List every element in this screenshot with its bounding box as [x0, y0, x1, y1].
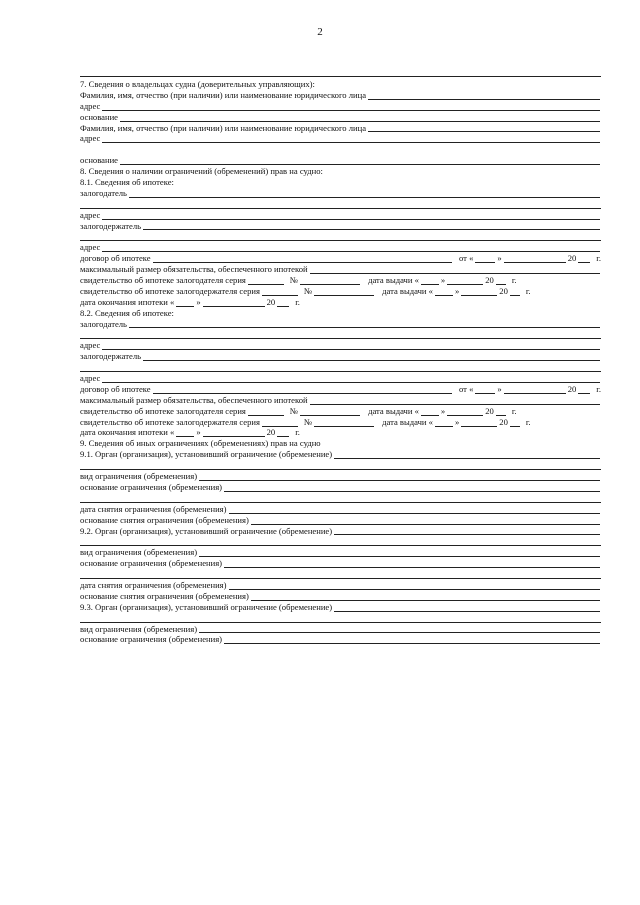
mortgage-2-cert-pledger-label: свидетельство об ипотеке залогодателя серия [80, 405, 246, 416]
mortgage-1-cert-pledgee-month-field[interactable] [461, 287, 497, 296]
mortgage-1-pledgee-address-label: адрес [80, 242, 101, 253]
mortgage-1-cert-pledger-number-field[interactable] [300, 276, 360, 285]
encumbrance-1-type-field[interactable] [199, 472, 600, 481]
mortgage-2-end-day-field[interactable] [176, 428, 194, 437]
mortgage-1-pledger-field[interactable] [129, 189, 600, 198]
mortgage-1-cert-pledgee-number-field[interactable] [314, 287, 374, 296]
mortgage-2-contract-month-field[interactable] [504, 385, 566, 394]
quote-close: » [497, 383, 502, 394]
owner-2-address-field[interactable] [102, 134, 600, 143]
mortgage-1-cert-pledger-label: свидетельство об ипотеке залогодателя серия [80, 275, 246, 286]
owner-2-basis-field[interactable] [120, 156, 600, 165]
issue-date-label: дата выдачи « [368, 405, 419, 416]
encumbrance-1-basis-field[interactable] [224, 483, 600, 492]
owner-2-label: Фамилия, имя, отчество (при наличии) или наименование юридического лица [80, 122, 367, 133]
encumbrance-1-removal-date-field[interactable] [229, 505, 601, 514]
mortgage-2-pledgee-address-label: адрес [80, 373, 101, 384]
encumbrance-1-authority-label: 9.1. Орган (организация), установивший ограничение (обременение) [80, 449, 333, 460]
encumbrance-3-authority-field[interactable] [334, 603, 600, 612]
year-prefix: 20 [485, 275, 494, 286]
mortgage-2-cert-pledgee-number-field[interactable] [314, 418, 374, 427]
encumbrance-3-basis-field[interactable] [224, 635, 600, 644]
owner-1-address-label: адрес [80, 100, 101, 111]
number-sign: № [289, 275, 299, 286]
quote-close: » [440, 275, 446, 286]
year-suffix: г. [295, 296, 300, 307]
quote-close: » [440, 405, 446, 416]
mortgage-2-cert-pledger-month-field[interactable] [447, 407, 483, 416]
mortgage-2-cert-pledger-series-field[interactable] [248, 407, 284, 416]
owner-2-basis-label: основание [80, 155, 118, 166]
mortgage-2-cert-pledger-number-field[interactable] [300, 407, 360, 416]
registry-form [80, 79, 601, 645]
mortgage-2-contract-label: договор об ипотеке [80, 383, 151, 394]
year-suffix: г. [596, 253, 601, 264]
mortgage-1-pledgee-field-cont[interactable] [80, 232, 601, 241]
encumbrance-3-basis-label: основание ограничения (обременения) [80, 634, 223, 645]
issue-date-label: дата выдачи « [368, 275, 419, 286]
year-suffix: г. [596, 383, 601, 394]
year-prefix: 20 [266, 427, 276, 438]
mortgage-2-end-month-field[interactable] [203, 428, 265, 437]
mortgage-1-cert-pledgee-year-field[interactable] [510, 287, 520, 296]
encumbrance-2-basis-field[interactable] [224, 559, 600, 568]
mortgage-1-contract-year-field[interactable] [578, 254, 590, 263]
encumbrance-2-removal-basis-field[interactable] [251, 592, 600, 601]
encumbrance-1-type-label: вид ограничения (обременения) [80, 471, 198, 482]
mortgage-2-pledgee-field[interactable] [143, 352, 600, 361]
encumbrance-3-type-field[interactable] [199, 624, 600, 633]
encumbrance-1-basis-label: основание ограничения (обременения) [80, 481, 223, 492]
encumbrance-1-removal-date-label: дата снятия ограничения (обременения) [80, 503, 227, 514]
encumbrance-2-basis-field-cont[interactable] [80, 570, 601, 579]
top-rule [80, 76, 601, 77]
mortgage-1-cert-pledger-year-field[interactable] [496, 276, 506, 285]
mortgage-2-pledger-address-field[interactable] [102, 341, 600, 350]
mortgage-1-pledger-label: залогодатель [80, 187, 127, 198]
mortgage-1-cert-pledgee-day-field[interactable] [435, 287, 453, 296]
section-7-title: 7. Сведения о владельцах судна (доверительных управляющих): [80, 78, 315, 89]
mortgage-1-pledger-address-label: адрес [80, 209, 101, 220]
mortgage-1-cert-pledger-day-field[interactable] [421, 276, 439, 285]
year-suffix: г. [511, 275, 517, 286]
mortgage-2-cert-pledgee-day-field[interactable] [435, 418, 453, 427]
owner-1-basis-field[interactable] [120, 113, 600, 122]
encumbrance-3-authority-field-cont[interactable] [80, 614, 601, 623]
mortgage-2-pledgee-field-cont[interactable] [80, 363, 601, 372]
encumbrance-2-basis-label: основание ограничения (обременения) [80, 558, 223, 569]
mortgage-1-end-date-label: дата окончания ипотеки « [80, 296, 175, 307]
mortgage-2-cert-pledgee-series-field[interactable] [262, 418, 298, 427]
number-sign: № [303, 416, 313, 427]
mortgage-1-pledger-field-cont[interactable] [80, 200, 601, 209]
section-8-title: 8. Сведения о наличии ограничений (обременений) прав на судно: [80, 166, 323, 177]
mortgage-1-max-label: максимальный размер обязательства, обеспеченного ипотекой [80, 264, 308, 275]
mortgage-1-end-year-field[interactable] [277, 298, 289, 307]
quote-close: » [196, 296, 201, 307]
owner-1-basis-label: основание [80, 111, 118, 122]
mortgage-1-pledger-address-field[interactable] [102, 211, 600, 220]
encumbrance-3-type-label: вид ограничения (обременения) [80, 623, 198, 634]
owner-2-field[interactable] [368, 123, 600, 132]
mortgage-2-cert-pledger-day-field[interactable] [421, 407, 439, 416]
mortgage-1-cert-pledger-month-field[interactable] [447, 276, 483, 285]
mortgage-1-contract-from-label: от « [459, 253, 474, 264]
mortgage-2-end-year-field[interactable] [277, 428, 289, 437]
encumbrance-3-authority-label: 9.3. Орган (организация), установивший ограничение (обременение) [80, 601, 333, 612]
mortgage-2-pledger-field[interactable] [129, 319, 600, 328]
quote-close: » [454, 285, 460, 296]
mortgage-2-end-date-label: дата окончания ипотеки « [80, 427, 175, 438]
year-prefix: 20 [499, 285, 508, 296]
encumbrance-1-basis-field-cont[interactable] [80, 494, 601, 503]
mortgage-2-contract-day-field[interactable] [475, 385, 495, 394]
mortgage-2-max-label: максимальный размер обязательства, обеспеченного ипотекой [80, 394, 308, 405]
owner-2-address-label: адрес [80, 133, 101, 144]
mortgage-2-contract-field[interactable] [153, 385, 452, 394]
year-prefix: 20 [266, 296, 276, 307]
mortgage-1-contract-month-field[interactable] [504, 254, 566, 263]
year-prefix: 20 [567, 253, 577, 264]
encumbrance-2-removal-date-field[interactable] [229, 581, 601, 590]
year-suffix: г. [525, 416, 531, 427]
mortgage-1-end-day-field[interactable] [176, 298, 194, 307]
mortgage-1-max-field[interactable] [310, 265, 600, 274]
encumbrance-2-authority-label: 9.2. Орган (организация), установивший ограничение (обременение) [80, 525, 333, 536]
encumbrance-1-removal-basis-field[interactable] [251, 516, 600, 525]
encumbrance-2-type-field[interactable] [199, 548, 600, 557]
encumbrance-1-authority-field[interactable] [334, 450, 600, 459]
encumbrance-2-authority-field[interactable] [334, 526, 600, 535]
mortgage-2-cert-pledgee-month-field[interactable] [461, 418, 497, 427]
year-prefix: 20 [499, 416, 508, 427]
owner-1-label: Фамилия, имя, отчество (при наличии) или наименование юридического лица [80, 89, 367, 100]
encumbrance-2-type-label: вид ограничения (обременения) [80, 547, 198, 558]
year-suffix: г. [511, 405, 517, 416]
mortgage-2-contract-year-field[interactable] [578, 385, 590, 394]
mortgage-2-contract-from-label: от « [459, 383, 474, 394]
encumbrance-1-authority-field-cont[interactable] [80, 461, 601, 470]
mortgage-2-max-field[interactable] [310, 396, 600, 405]
issue-date-label: дата выдачи « [382, 416, 433, 427]
year-prefix: 20 [567, 383, 577, 394]
quote-close: » [497, 253, 502, 264]
issue-date-label: дата выдачи « [382, 285, 433, 296]
mortgage-2-pledger-field-cont[interactable] [80, 330, 601, 339]
owner-1-field[interactable] [368, 91, 600, 100]
mortgage-2-pledger-label: залогодатель [80, 318, 127, 329]
year-prefix: 20 [485, 405, 494, 416]
mortgage-2-pledgee-address-field[interactable] [102, 374, 600, 383]
mortgage-1-pledgee-field[interactable] [143, 221, 600, 230]
year-suffix: г. [295, 427, 300, 438]
number-sign: № [303, 285, 313, 296]
mortgage-1-cert-pledger-series-field[interactable] [248, 276, 284, 285]
quote-close: » [454, 416, 460, 427]
mortgage-1-pledgee-address-field[interactable] [102, 243, 600, 252]
mortgage-2-cert-pledgee-year-field[interactable] [510, 418, 520, 427]
year-suffix: г. [525, 285, 531, 296]
mortgage-2-title: 8.2. Сведения об ипотеке: [80, 307, 174, 318]
encumbrance-1-removal-basis-label: основание снятия ограничения (обременения) [80, 514, 249, 525]
mortgage-2-pledger-address-label: адрес [80, 340, 101, 351]
mortgage-2-pledgee-label: залогодержатель [80, 351, 142, 362]
owner-1-address-field[interactable] [102, 102, 600, 111]
mortgage-1-pledgee-label: залогодержатель [80, 220, 142, 231]
mortgage-1-contract-label: договор об ипотеке [80, 253, 151, 264]
mortgage-1-cert-pledgee-label: свидетельство об ипотеке залогодержателя серия [80, 285, 260, 296]
mortgage-2-cert-pledgee-label: свидетельство об ипотеке залогодержателя серия [80, 416, 260, 427]
encumbrance-2-removal-date-label: дата снятия ограничения (обременения) [80, 579, 227, 590]
mortgage-1-title: 8.1. Сведения об ипотеке: [80, 177, 174, 187]
page-number: 2 [317, 26, 323, 38]
mortgage-1-end-month-field[interactable] [203, 298, 265, 307]
quote-close: » [196, 427, 201, 438]
mortgage-1-contract-day-field[interactable] [475, 254, 495, 263]
number-sign: № [289, 405, 299, 416]
mortgage-1-cert-pledgee-series-field[interactable] [262, 287, 298, 296]
encumbrance-2-authority-field-cont[interactable] [80, 537, 601, 546]
mortgage-1-contract-field[interactable] [153, 254, 452, 263]
encumbrance-2-removal-basis-label: основание снятия ограничения (обременения) [80, 590, 249, 601]
mortgage-2-cert-pledger-year-field[interactable] [496, 407, 506, 416]
section-9-title: 9. Сведения об иных ограничениях (обременениях) прав на судно [80, 438, 321, 449]
